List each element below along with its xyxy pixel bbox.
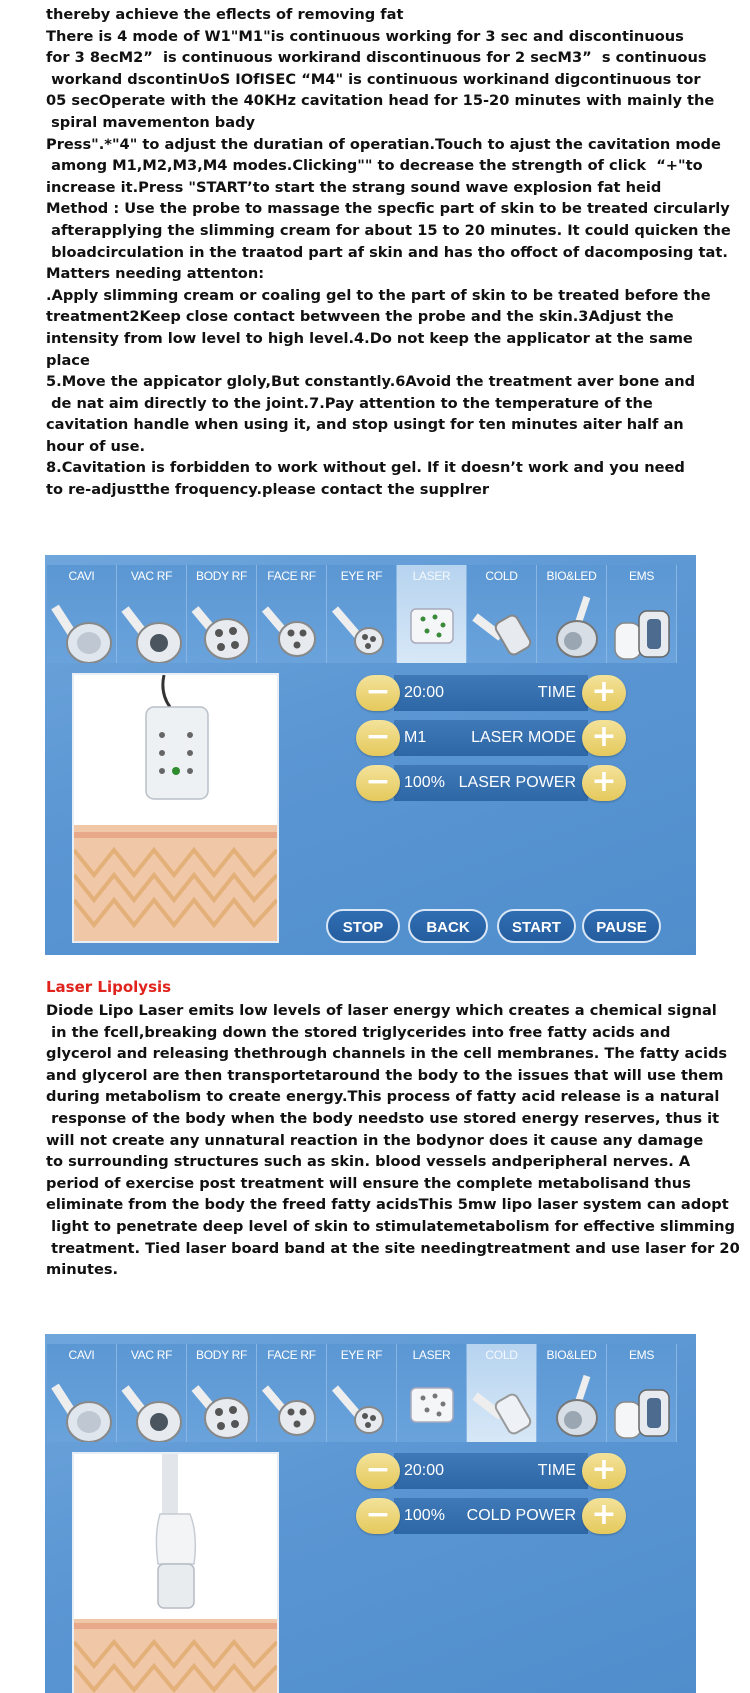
intro-line: among M1,M2,M3,M4 modes.Clicking"" to decrease the strength of click “+"to bbox=[46, 157, 703, 175]
tab-cavi[interactable] bbox=[47, 1344, 117, 1442]
laser-line: light to penetrate deep level of skin to stimulatemetabolism for effective slimming bbox=[46, 1217, 735, 1235]
plus-icon: + bbox=[591, 764, 617, 799]
minus-icon: − bbox=[365, 719, 391, 754]
tab-face-rf[interactable] bbox=[257, 1344, 327, 1442]
laser-line: eliminate from the body the freed fatty acidsThis 5mw lipo laser system can adopt bbox=[46, 1196, 729, 1214]
laser-paragraph bbox=[46, 1000, 746, 1281]
intro-line: hour of use. bbox=[46, 437, 146, 455]
tab-label: LASER bbox=[412, 569, 451, 583]
tab-label: COLD bbox=[485, 1348, 518, 1362]
cold-screen bbox=[45, 1334, 696, 1693]
body-rf-probe-icon bbox=[187, 1366, 257, 1442]
eye-rf-probe-icon bbox=[327, 587, 397, 663]
minus-icon: − bbox=[365, 674, 391, 709]
section-title: Laser Lipolysis bbox=[46, 978, 172, 996]
tab-body-rf[interactable] bbox=[187, 565, 257, 663]
tab-label: CAVI bbox=[68, 1348, 95, 1362]
tab-bar bbox=[45, 565, 696, 663]
tab-label: LASER bbox=[412, 1348, 451, 1362]
ems-pads-icon bbox=[607, 587, 677, 663]
pause-button[interactable]: PAUSE bbox=[582, 909, 661, 943]
laser-pad-icon bbox=[397, 1366, 467, 1442]
laser-line: to surrounding structures such as skin. blood vessels andperipheral nerves. A bbox=[46, 1153, 691, 1171]
face-rf-probe-icon bbox=[257, 587, 327, 663]
intro-line: 8.Cavitation is forbidden to work without gel. If it doesn’t work and you need bbox=[46, 459, 685, 477]
laser-line: response of the body when the body needsto use stored energy reserves, thus it bbox=[46, 1109, 720, 1127]
time-value: 20:00 bbox=[404, 684, 445, 701]
laser-line: period of exercise post treatment will ensure the complete metabolisand thus bbox=[46, 1174, 691, 1192]
laser-mode-value: M1 bbox=[404, 729, 427, 746]
tab-vac-rf[interactable] bbox=[117, 565, 187, 663]
tab-label: COLD bbox=[485, 569, 518, 583]
control-time bbox=[356, 675, 626, 711]
plus-icon: + bbox=[591, 719, 617, 754]
tab-bio-led[interactable] bbox=[537, 1344, 607, 1442]
cold-hammer-icon bbox=[467, 587, 537, 663]
laser-line: treatment. Tied laser board band at the site needingtreatment and use laser for 20 bbox=[46, 1239, 740, 1257]
tab-laser[interactable] bbox=[397, 1344, 467, 1442]
tab-label: EMS bbox=[628, 569, 655, 583]
intro-line: 05 secOperate with the 40KHz cavitation head for 15-20 minutes with mainly the bbox=[46, 92, 715, 110]
tab-ems[interactable] bbox=[607, 565, 677, 663]
tab-label: FACE RF bbox=[267, 569, 316, 583]
preview-panel bbox=[72, 1452, 279, 1693]
control-laser-power bbox=[356, 765, 626, 801]
laser-pad-preview-image bbox=[74, 675, 277, 941]
cold-power-increase-button[interactable] bbox=[582, 1498, 626, 1534]
tab-vac-rf[interactable] bbox=[117, 1344, 187, 1442]
body-rf-probe-icon bbox=[187, 587, 257, 663]
intro-line: thereby achieve the eflects of removing fat bbox=[46, 6, 404, 23]
laser-power-value: 100% bbox=[404, 774, 445, 791]
laser-line: and glycerol are then transportetaround the body to the issues that will use them bbox=[46, 1066, 724, 1084]
plus-icon: + bbox=[591, 674, 617, 709]
intro-line: intensity from low level to high level.4.Do not keep the applicator at the same bbox=[46, 329, 693, 347]
tab-laser[interactable] bbox=[397, 565, 467, 663]
laser-pad-icon bbox=[397, 587, 467, 663]
laser-line: Diode Lipo Laser emits low levels of laser energy which creates a chemical signal bbox=[46, 1002, 717, 1019]
time-increase-button[interactable] bbox=[582, 675, 626, 711]
intro-line: There is 4 mode of W1"M1"is continuous working for 3 sec and discontinuous bbox=[46, 27, 684, 45]
tab-bar bbox=[45, 1344, 696, 1442]
cavitation-probe-icon bbox=[47, 587, 117, 663]
time-decrease-button[interactable] bbox=[356, 675, 400, 711]
bio-led-probe-icon bbox=[537, 1366, 607, 1442]
intro-line: cavitation handle when using it, and stop usingt for ten minutes aiter half an bbox=[46, 416, 684, 434]
control-cold-power bbox=[356, 1498, 626, 1534]
tab-label: BIO&LED bbox=[546, 1348, 597, 1362]
tab-label: VAC RF bbox=[130, 1348, 173, 1362]
tab-label: BODY RF bbox=[195, 569, 248, 583]
preview-panel bbox=[72, 673, 279, 943]
cold-power-value: 100% bbox=[404, 1507, 445, 1524]
plus-icon: + bbox=[591, 1452, 617, 1487]
tab-label: VAC RF bbox=[130, 569, 173, 583]
intro-paragraph bbox=[46, 4, 746, 501]
time-increase-button[interactable] bbox=[582, 1453, 626, 1489]
ems-pads-icon bbox=[607, 1366, 677, 1442]
intro-line: Press".*"4" to adjust the duratian of operatian.Touch to ajust the cavitation mode bbox=[46, 135, 721, 153]
intro-line: treatment2Keep close contact betwveen the probe and the skin.3Adjust the bbox=[46, 308, 674, 326]
tab-cold[interactable] bbox=[467, 565, 537, 663]
cold-power-decrease-button[interactable] bbox=[356, 1498, 400, 1534]
intro-line: place bbox=[46, 351, 90, 369]
laser-screen bbox=[45, 555, 696, 955]
time-value: 20:00 bbox=[404, 1462, 445, 1479]
laser-power-decrease-button[interactable] bbox=[356, 765, 400, 801]
tab-cold[interactable] bbox=[467, 1344, 537, 1442]
bio-led-probe-icon bbox=[537, 587, 607, 663]
tab-eye-rf[interactable] bbox=[327, 565, 397, 663]
time-label: TIME bbox=[537, 1462, 576, 1479]
intro-line: workand dscontinUoS IOfISEC “M4" is continuous workinand digcontinuous tor bbox=[46, 70, 701, 88]
vacuum-rf-probe-icon bbox=[117, 587, 187, 663]
cold-hammer-preview-image bbox=[74, 1454, 277, 1693]
cold-power-label: COLD POWER bbox=[466, 1507, 576, 1524]
intro-line: afterapplying the slimming cream for about 15 to 20 minutes. It could quicken the bbox=[46, 221, 731, 239]
intro-line: to re-adjustthe froquency.please contact the supplrer bbox=[46, 481, 490, 499]
intro-line: 5.Move the appicator gloly,But constantly.6Avoid the treatment aver bone and bbox=[46, 373, 696, 391]
intro-line: spiral mavementon bady bbox=[46, 113, 256, 131]
control-laser-mode bbox=[356, 720, 626, 756]
intro-line: de nat aim directly to the joint.7.Pay attention to the temperature of the bbox=[46, 394, 653, 412]
tab-label: BIO&LED bbox=[546, 569, 597, 583]
tab-label: EMS bbox=[628, 1348, 655, 1362]
tab-ems[interactable] bbox=[607, 1344, 677, 1442]
stop-button[interactable]: STOP bbox=[326, 909, 400, 943]
start-button[interactable]: START bbox=[497, 909, 576, 943]
tab-cavi[interactable] bbox=[47, 565, 117, 663]
laser-mode-label: LASER MODE bbox=[471, 729, 576, 746]
laser-power-increase-button[interactable] bbox=[582, 765, 626, 801]
laser-line: glycerol and releasing thethrough channels in the cell membranes. The fatty acids bbox=[46, 1045, 728, 1063]
eye-rf-probe-icon bbox=[327, 1366, 397, 1442]
laser-power-label: LASER POWER bbox=[458, 774, 576, 791]
tab-label: BODY RF bbox=[195, 1348, 248, 1362]
face-rf-probe-icon bbox=[257, 1366, 327, 1442]
intro-line: .Apply slimming cream or coaling gel to the part of skin to be treated before the bbox=[46, 286, 711, 304]
time-label: TIME bbox=[537, 684, 576, 701]
laser-mode-decrease-button[interactable] bbox=[356, 720, 400, 756]
tab-label: CAVI bbox=[68, 569, 95, 583]
tab-label: FACE RF bbox=[267, 1348, 316, 1362]
tab-bio-led[interactable] bbox=[537, 565, 607, 663]
tab-label: EYE RF bbox=[340, 1348, 383, 1362]
tab-face-rf[interactable] bbox=[257, 565, 327, 663]
back-button[interactable]: BACK bbox=[408, 909, 488, 943]
intro-line: increase it.Press "START’to start the strang sound wave explosion fat heid bbox=[46, 178, 662, 196]
intro-line: Matters needing attenton: bbox=[46, 265, 265, 283]
intro-line: Method : Use the probe to massage the specfic part of skin to be treated circularly bbox=[46, 200, 730, 218]
minus-icon: − bbox=[365, 1497, 391, 1532]
vacuum-rf-probe-icon bbox=[117, 1366, 187, 1442]
cavitation-probe-icon bbox=[47, 1366, 117, 1442]
laser-line: will not create any unnatural reaction in the bodynor does it cause any damage bbox=[46, 1131, 704, 1149]
laser-line: during metabolism to create energy.This process of fatty acid release is a natural bbox=[46, 1088, 720, 1106]
intro-line: for 3 8ecM2” is continuous workirand discontinuous for 2 secM3” s continuous bbox=[46, 49, 707, 67]
laser-mode-increase-button[interactable] bbox=[582, 720, 626, 756]
tab-eye-rf[interactable] bbox=[327, 1344, 397, 1442]
laser-line: in the fcell,breaking down the stored triglycerides into free fatty acids and bbox=[46, 1023, 671, 1041]
control-time bbox=[356, 1453, 626, 1489]
plus-icon: + bbox=[591, 1497, 617, 1532]
cold-hammer-icon bbox=[467, 1366, 537, 1442]
minus-icon: − bbox=[365, 764, 391, 799]
laser-line: minutes. bbox=[46, 1261, 119, 1279]
tab-label: EYE RF bbox=[340, 569, 383, 583]
minus-icon: − bbox=[365, 1452, 391, 1487]
intro-line: bloadcirculation in the traatod part af skin and has tho offoct of dacomposing tat. bbox=[46, 243, 728, 261]
time-decrease-button[interactable] bbox=[356, 1453, 400, 1489]
tab-body-rf[interactable] bbox=[187, 1344, 257, 1442]
